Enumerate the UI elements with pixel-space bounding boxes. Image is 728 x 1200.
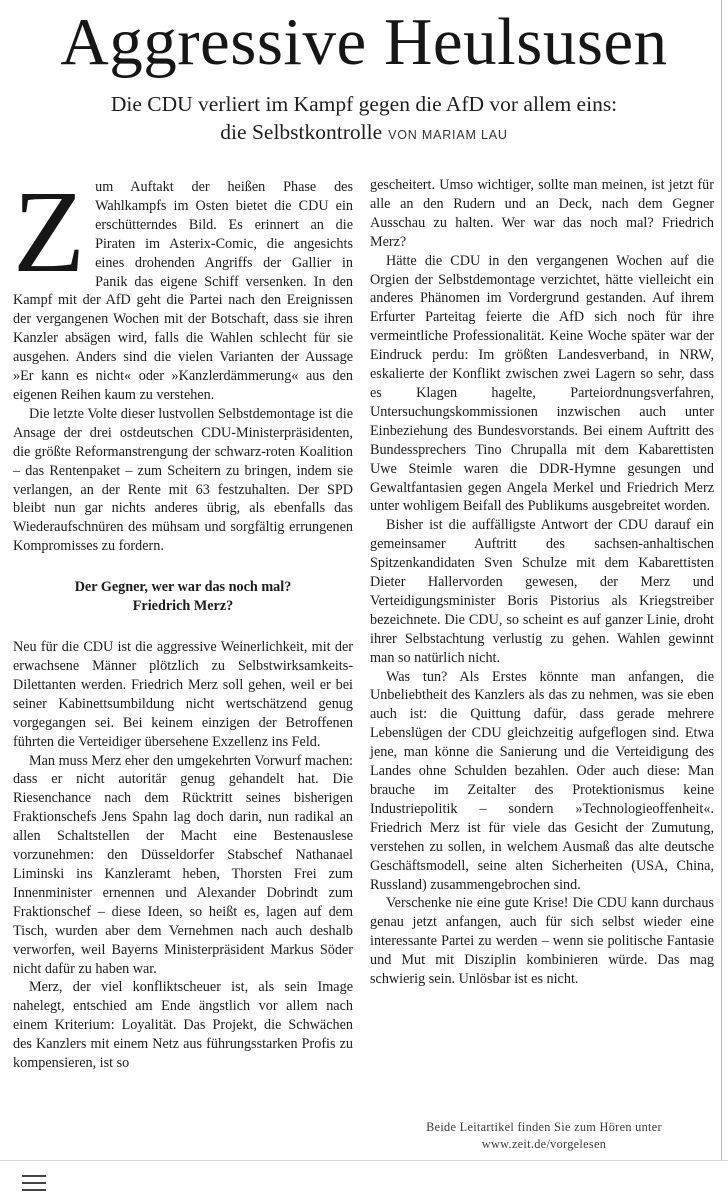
drop-cap: Z xyxy=(13,166,86,297)
paragraph-7: Hätte die CDU in den vergangenen Wochen auf die Orgien der Selbstdemontage verzichtet, hätte vielleicht ein anderes Phänomen im Vordergrund gestanden. Auf ihrem Erfurter Parteitag feierte die AfD sich noch für ihre vermeintliche Professionalität. Keine Woche später war der Eindruck perdu: Im größten Landesverband, in NRW, eskalierte der Konflikt zwischen zwei Lagern so sehr, dass es Klagen hagelte, Parteiordnungsverfahren, Untersuchungskommissionen inzwischen auch unter Einbeziehung des Bundesvorstands. Bei einem Auftritt des Bundessprechers Tino Chrupalla mit dem Kabarettisten Uwe Steimle waren die DDR-Hymne gesungen und Gewaltfantasien gegen Angela Merkel und Friedrich Merz unter wohligem Beifall des Publikums ausgebreitet worden. xyxy=(370,252,714,515)
article-subtitle xyxy=(0,90,728,149)
subtitle-line-2 xyxy=(0,118,728,149)
paragraph-8: Bisher ist die auffälligste Antwort der CDU darauf ein gemeinsamer Auftritt des sachsen-anhaltischen Spitzenkandidaten Sven Schulze mit dem Kabarettisten Dieter Hallervorden gewesen, der Merz und Verteidigungsminister Boris Pistorius als Kriegstreiber bezeichnete. Die CDU, so scheint es auf ganzer Linie, droht ihrer Selbstachtung verlustig zu gehen. Wahlen gewinnt man so natürlich nicht. xyxy=(370,517,714,666)
paragraph-2: Die letzte Volte dieser lustvollen Selbstdemontage ist die Ansage der drei ostdeutschen CDU-Ministerpräsidenten, die größte Reformanstrengung der schwarz-roten Koalition – das Rentenpaket – zum Scheitern zu bringen, indem sie verlangen, an der Rente mit 63 festzuhalten. Der SPD bleibt nun gar nichts anderes übrig, als ebenfalls das Wiederaufschnüren des mühsam und sorgfältig errungenen Kompromisses zu fordern. xyxy=(13,405,353,555)
footnote-link: www.zeit.de/vorgelesen xyxy=(481,1137,607,1151)
bottom-divider xyxy=(0,1160,728,1161)
paragraph-1 xyxy=(13,166,353,405)
byline: VON MARIAM LAU xyxy=(388,128,508,142)
article-headline: Aggressive Heulsusen xyxy=(60,5,668,79)
section-subhead xyxy=(13,578,353,616)
footnote-line-1: Beide Leitartikel finden Sie zum Hören unter xyxy=(426,1120,662,1134)
paragraph-10: Verschenke nie eine gute Krise! Die CDU kann durchaus genau jetzt anfangen, auch für sich selbst wieder eine interessante Partei zu werden – wenn sie politische Fantasie und Mut mit Disziplin kombinieren würde. Das mag schwierig sein. Unlösbar ist es nicht. xyxy=(370,895,714,988)
menu-bar-top xyxy=(22,1175,46,1177)
article-column-right xyxy=(370,176,714,989)
subtitle-line-2-text: die Selbstkontrolle xyxy=(220,120,383,144)
paragraph-6: gescheitert. Umso wichtiger, sollte man meinen, ist jetzt für alle an den Rudern und an Deck, nach dem Gegner Ausschau zu halten. Wer war das noch mal? Friedrich Merz? xyxy=(370,177,714,250)
paragraph-1-text: um Auftakt der heißen Phase des Wahlkampfs im Osten bietet die CDU ein erschütterndes Bild. Es erinnert an die Piraten im Asterix-Comic, die angesichts eines drohenden Angriffs der Gallier in Panik das eigene Schiff versenken. In den Kampf mit der AfD geht die Partei nach den Ereignissen der vergangenen Wochen mit der Botschaft, dass sie ihren Kanzler absägen wird, falls die Wahlen schlecht für sie ausgehen. Anders sind die vielen Varianten der Aussage »Er kann es nicht« oder »Kanzlerdämmerung« aus den eigenen Reihen kaum zu verstehen. xyxy=(13,179,353,403)
subhead-line-2: Friedrich Merz? xyxy=(132,598,234,615)
menu-bar-bottom xyxy=(22,1189,46,1191)
audio-footnote xyxy=(372,1119,716,1153)
article-column-left xyxy=(13,166,353,1073)
menu-bar-middle xyxy=(22,1182,46,1184)
paragraph-9: Was tun? Als Erstes könnte man anfangen, die Unbeliebtheit des Kanzlers als das zu nehmen, was sie eben auch ist: die Quittung dafür, dass gerade mehrere Lebenslügen der CDU gleichzeitig aufgeflogen sind. Etwa jene, man könne die Sanierung und die Verteidigung des Landes ohne Schulden bezahlen. Oder auch diese: Man brauche im Zeitalter des Protektionismus keine Industriepolitik – sondern »Technologieoffenheit«. Friedrich Merz ist für viele das Gesicht der Zumutung, verstehen zu sollen, in welchem Ausmaß das alte deutsche Geschäftsmodell, seine alten Sicherheiten (USA, China, Russland) zusammengebrochen sind. xyxy=(370,668,714,893)
paragraph-5: Merz, der viel konfliktscheuer ist, als sein Image nahelegt, entschied am Ende ängstlich vor allem nach einem Kriterium: Loyalität. Das Projekt, die Schwächen des Kanzlers mit einem Netz aus führungsstarken Profis zu kompensieren, ist so xyxy=(13,979,353,1072)
subtitle-line-1: Die CDU verliert im Kampf gegen die AfD vor allem eins: xyxy=(110,92,618,116)
hamburger-menu-icon[interactable] xyxy=(22,1172,46,1194)
subhead-line-1: Der Gegner, wer war das noch mal? xyxy=(74,579,292,596)
paragraph-3: Neu für die CDU ist die aggressive Weinerlichkeit, mit der erwachsene Männer plötzlich zu Selbstwirksamkeits-Dilettanten werden. Friedrich Merz soll gehen, weil er bei seiner Kabinettsumbildung nicht wertschätzend genug vorgegangen sei. Bei keinem einzigen der Betroffenen führten die Verteidiger übersehene Exzellenz ins Feld. xyxy=(13,639,353,750)
paragraph-4: Man muss Merz eher den umgekehrten Vorwurf machen: dass er nicht autoritär genug gehandelt hat. Die Riesenchance nach dem Rücktritt seines bisherigen Fraktionschefs Jens Spahn lag doch darin, nun radikal an allen Schaltstellen der Macht eine Bestenauslese vorzunehmen: den Düsseldorfer Stabschef Nathanael Liminski ins Kanzleramt heben, Thorsten Frei zum Innenminister ernennen und Alexander Dobrindt zum Fraktionschef – diese Ideen, so heißt es, lagen auf dem Tisch, wurden aber dem Vernehmen nach auch deshalb verworfen, weil Bayerns Ministerpräsident Markus Söder nicht dafür zu haben war. xyxy=(13,752,353,977)
